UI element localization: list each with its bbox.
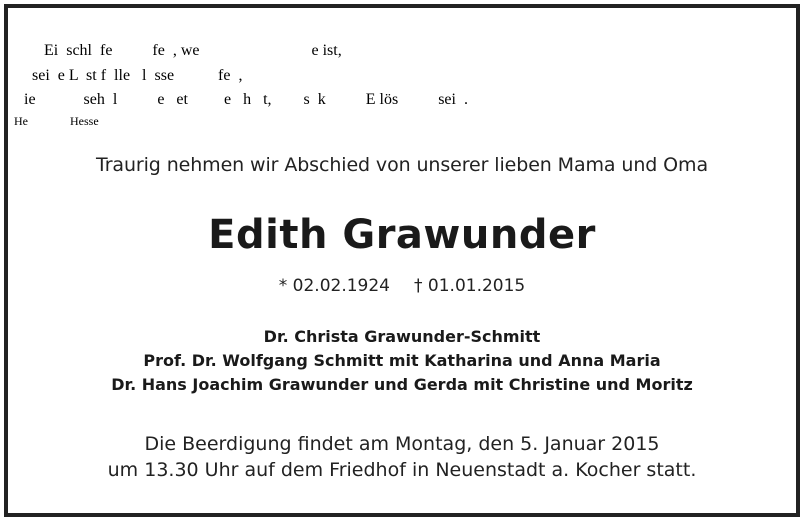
- funeral-line-2: um 13.30 Uhr auf dem Friedhof in Neuenstadt a. Kocher statt.: [107, 459, 697, 481]
- poem-line-2: sei e L st f lle l sse fe ,: [32, 67, 243, 84]
- poem-line-1: Ei schl fe fe , we e ist,: [44, 42, 342, 59]
- mourner-line-3: Dr. Hans Joachim Grawunder und Gerda mit Christine und Moritz: [111, 375, 693, 394]
- death-date: † 01.01.2015: [414, 276, 526, 296]
- poem-line-3: ie seh l e et e h t, s k E lös sei .: [24, 91, 468, 108]
- intro-text: Traurig nehmen wir Abschied von unserer lieben Mama und Oma: [96, 154, 708, 176]
- funeral-line-1: Die Beerdigung findet am Montag, den 5. Januar 2015: [144, 433, 660, 455]
- poem-author: He Hesse: [14, 114, 99, 128]
- life-dates: [8, 276, 796, 296]
- birth-date: * 02.02.1924: [278, 276, 390, 296]
- obituary-card: [4, 4, 800, 517]
- mourner-line-1: Dr. Christa Grawunder-Schmitt: [263, 327, 541, 346]
- mourner-line-2: Prof. Dr. Wolfgang Schmitt mit Katharina und Anna Maria: [143, 351, 661, 370]
- deceased-name: Edith Grawunder: [208, 212, 596, 258]
